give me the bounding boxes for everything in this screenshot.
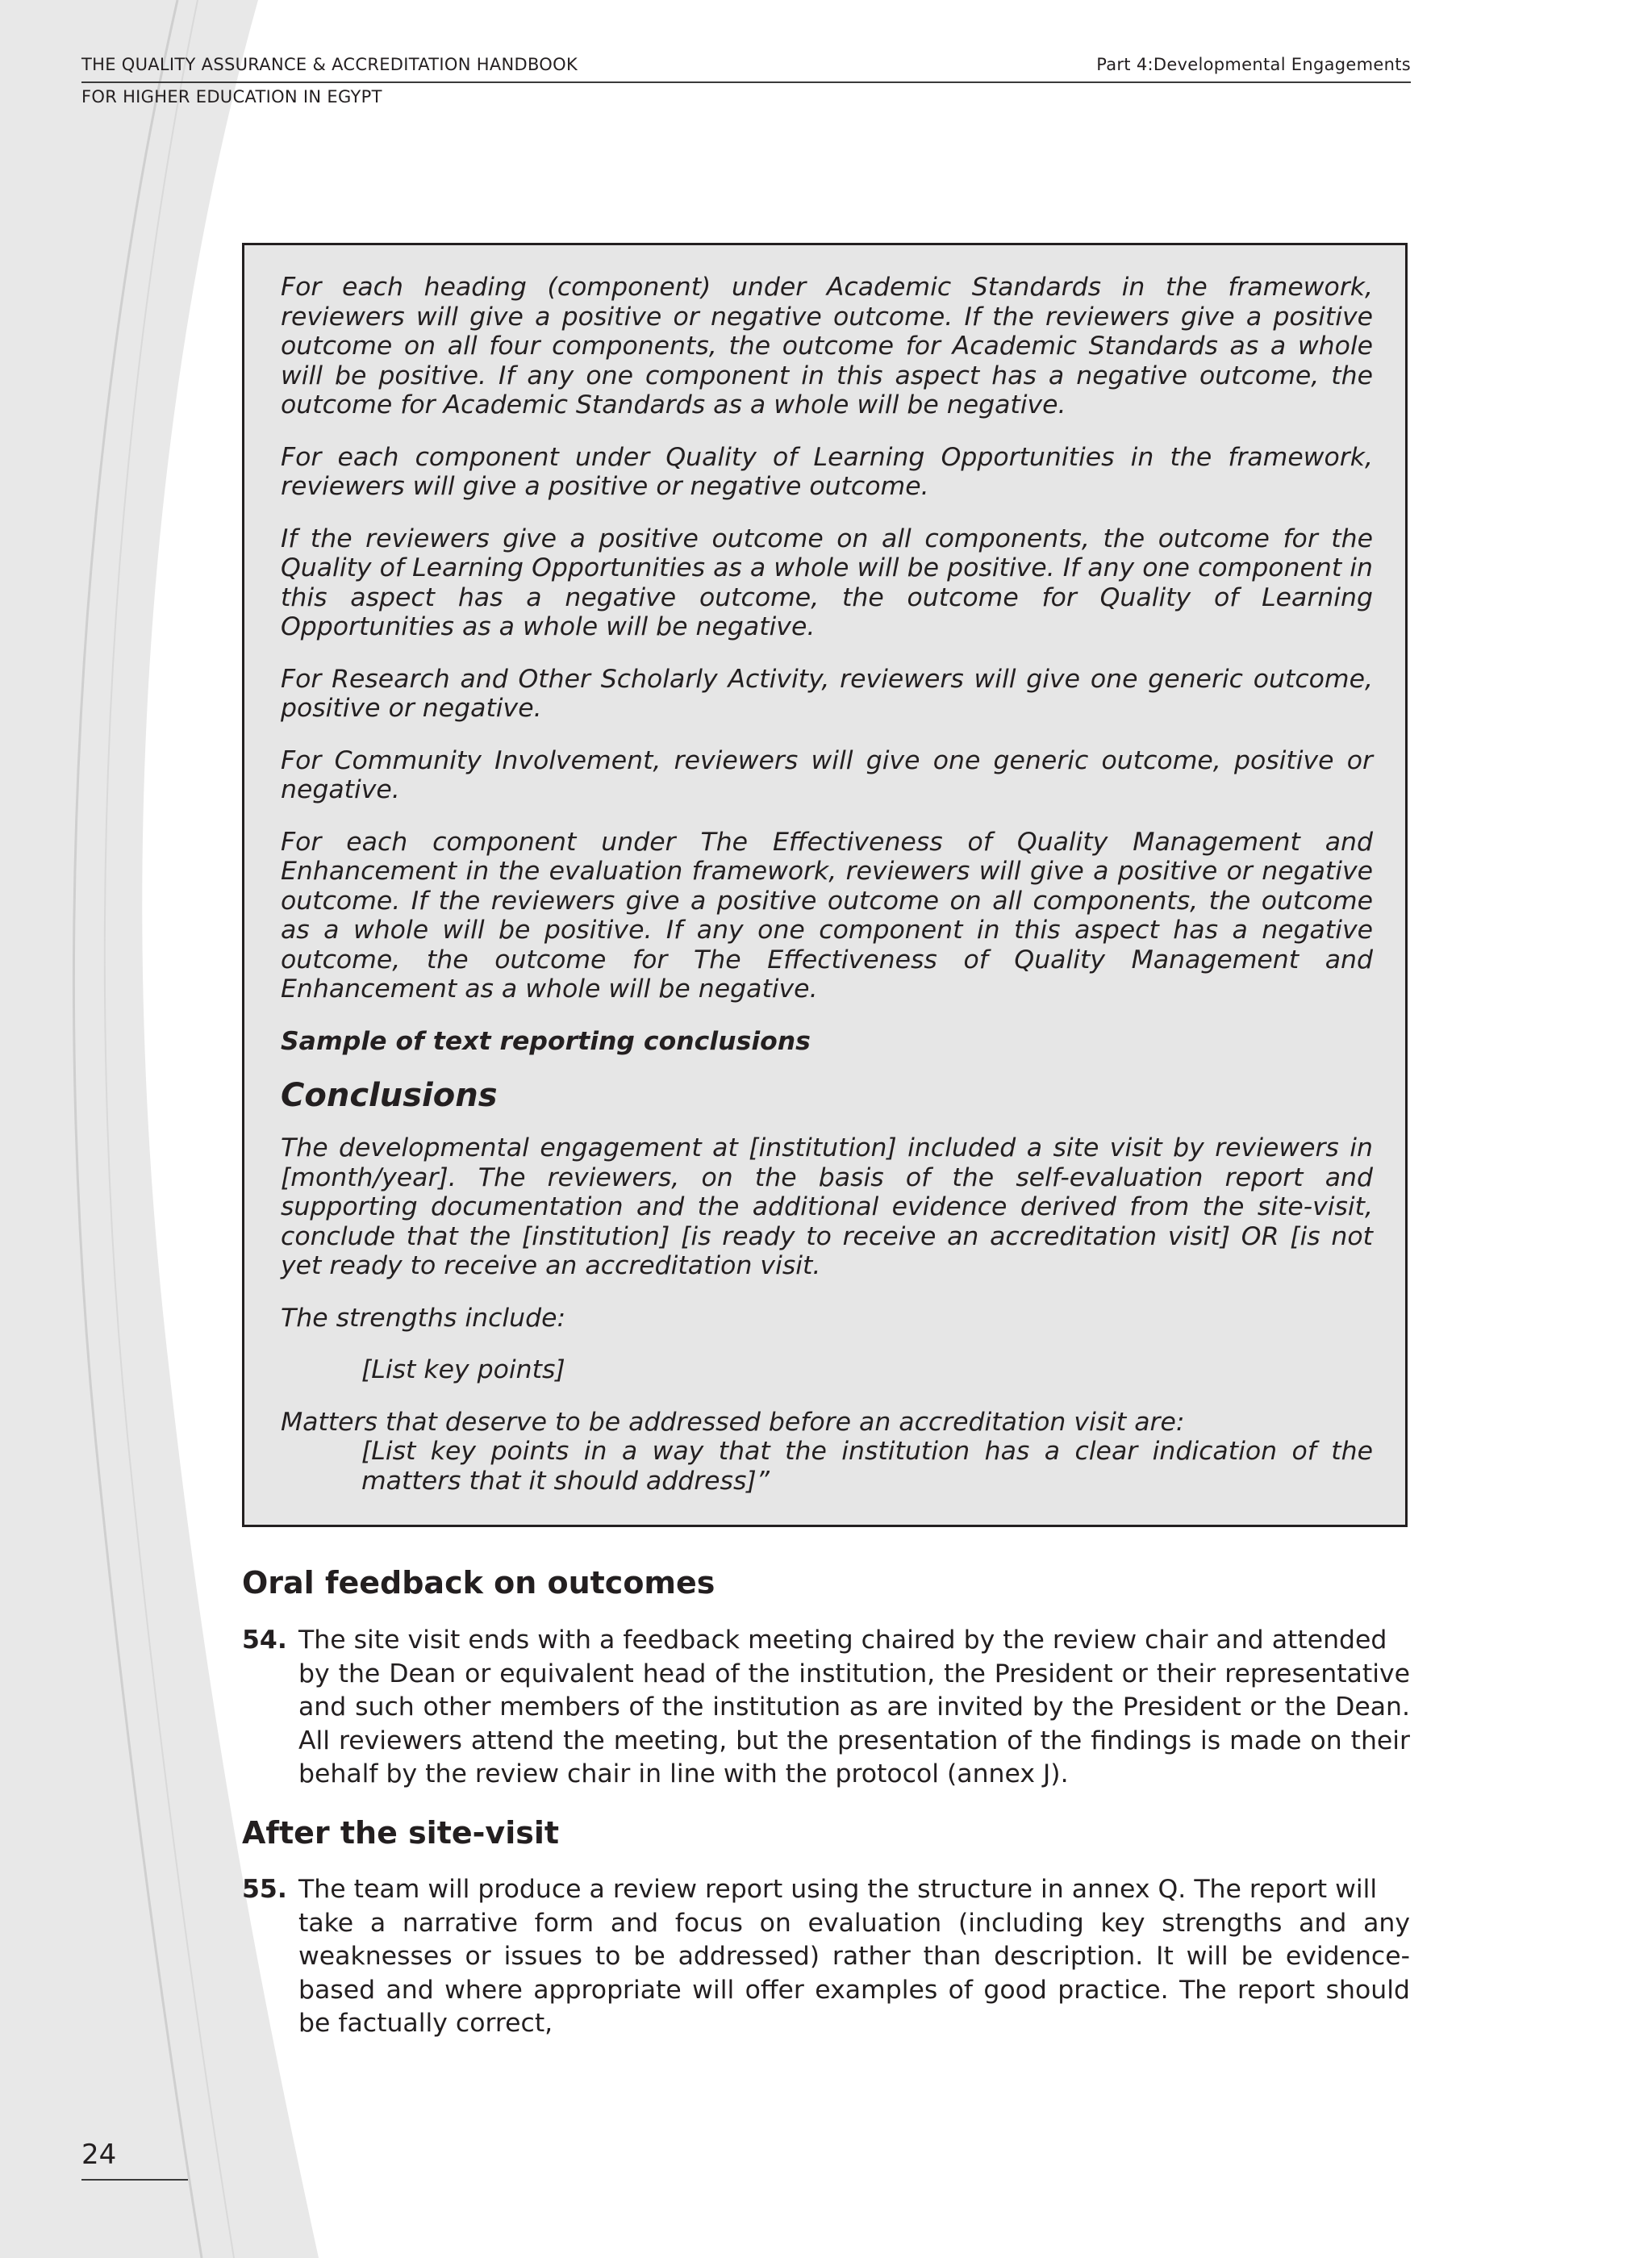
matters-label: Matters that deserve to be addressed before an accreditation visit are: [281, 1407, 1185, 1437]
paragraph-55-first-line: The team will produce a review report using the structure in annex Q. The report will [298, 1875, 1378, 1904]
sample-text-box [242, 243, 1408, 1527]
box-paragraph-community: For Community Involvement, reviewers will give one generic outcome, positive or negative. [281, 745, 1373, 804]
section-title: Part 4:Developmental Engagements [1096, 55, 1411, 74]
box-paragraph-research: For Research and Other Scholarly Activity, reviewers will give one generic outcome, positive or negative. [281, 664, 1373, 723]
heading-after-site-visit: After the site-visit [242, 1815, 560, 1851]
paragraph-55 [242, 1873, 1410, 2041]
conclusions-heading: Conclusions [281, 1077, 498, 1114]
page-number-rule [81, 2179, 188, 2181]
paragraph-54-number: 54. [242, 1626, 287, 1655]
paragraph-54-first-line: The site visit ends with a feedback meeting chaired by the review chair and attended [298, 1626, 1387, 1655]
paragraph-54-body: by the Dean or equivalent head of the institution, the President or their representative and such other members of the institution as are invited by the President or the Dean. All reviewers attend the meeting, but the presentation of the findings is made on their behalf by the review chair in line with the protocol (annex J). [298, 1659, 1410, 1788]
box-paragraph-conclusions: The developmental engagement at [institution] included a site visit by reviewers in [month/year]. The reviewers, on the basis of the self-evaluation report and supporting documentation and the additional evidence derived from the site-visit, conclude that the [institution] [is ready to receive an accreditation visit] OR [is not yet ready to receive an accreditation visit. [281, 1133, 1373, 1280]
paragraph-55-body: take a narrative form and focus on evaluation (including key strengths and any weaknesses or issues to be addressed) rather than description. It will be evidence-based and where appropriate will offer examples of good practice. The report should be factually correct, [298, 1908, 1410, 2038]
header-divider [81, 81, 1411, 83]
strengths-label: The strengths include: [281, 1303, 566, 1333]
box-paragraph-academic-standards: For each heading (component) under Academic Standards in the framework, reviewers will give a positive or negative outcome. If the reviewers give a positive outcome on all four components, the outcome for Academic Standards as a whole will be positive. If any one component in this aspect has a negative outcome, the outcome for Academic Standards as a whole will be negative. [281, 273, 1373, 419]
sample-label: Sample of text reporting conclusions [281, 1026, 811, 1056]
page-number: 24 [81, 2139, 117, 2171]
box-paragraph-quality-management: For each component under The Effectiveness of Quality Management and Enhancement in the evaluation framework, reviewers will give a positive or negative outcome. If the reviewers give a positive outcome on all components, the outcome as a whole will be positive. If any one component in this aspect has a negative outcome, the outcome for The Effectiveness of Quality Management and Enhancement as a whole will be negative. [281, 827, 1373, 1004]
strengths-placeholder: [List key points] [361, 1355, 565, 1384]
paragraph-55-number: 55. [242, 1875, 287, 1904]
matters-placeholder: [List key points in a way that the institution has a clear indication of the matters that it should address]” [361, 1437, 1373, 1496]
handbook-title: THE QUALITY ASSURANCE & ACCREDITATION HANDBOOK [81, 55, 578, 74]
paragraph-54 [242, 1624, 1410, 1792]
handbook-subtitle: FOR HIGHER EDUCATION IN EGYPT [81, 87, 382, 106]
heading-oral-feedback: Oral feedback on outcomes [242, 1565, 715, 1601]
box-paragraph-learning-outcome: If the reviewers give a positive outcome on all components, the outcome for the Quality of Learning Opportunities as a whole will be positive. If any one component in this aspect has a negative outcome, the outcome for Quality of Learning Opportunities as a whole will be negative. [281, 524, 1373, 641]
box-paragraph-learning-opportunities: For each component under Quality of Learning Opportunities in the framework, reviewers will give a positive or negative outcome. [281, 442, 1373, 501]
